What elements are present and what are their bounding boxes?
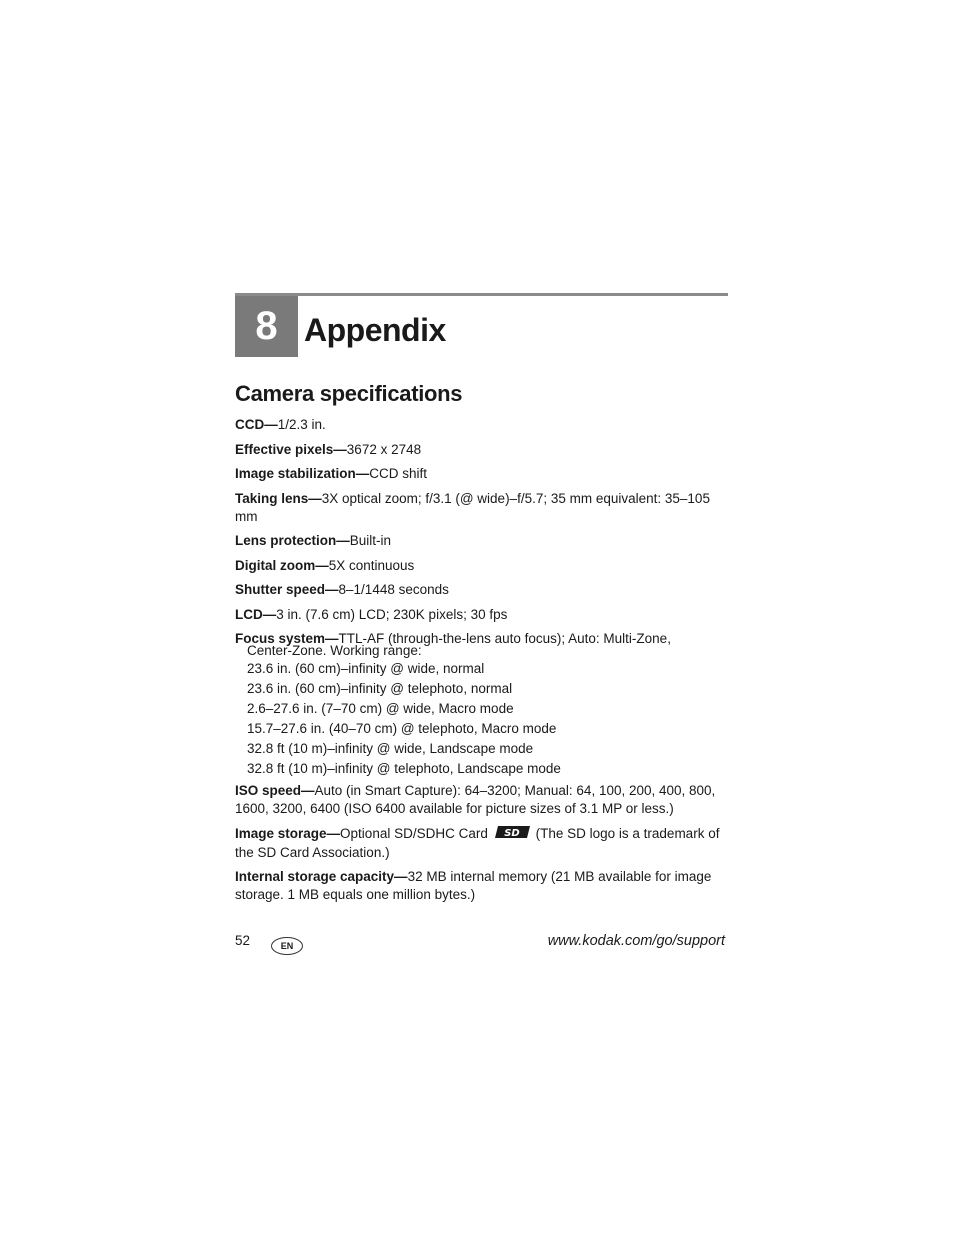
chapter-rule [235,293,728,296]
chapter-number: 8 [255,304,278,348]
spec-label: Image stabilization— [235,466,370,481]
chapter-number-box [235,296,298,357]
spec-lcd [235,606,728,624]
focus-continuation: Center-Zone. Working range: [247,643,422,658]
spec-value: 1/2.3 in. [277,417,326,432]
spec-label: Lens protection— [235,533,350,548]
spec-lens-protection [235,532,728,550]
focus-range-item: 23.6 in. (60 cm)–infinity @ wide, normal [247,661,485,676]
spec-value: 8–1/1448 seconds [338,582,449,597]
spec-label: Digital zoom— [235,557,329,573]
spec-label: Focus system— [235,631,339,646]
focus-range-item: 2.6–27.6 in. (7–70 cm) @ wide, Macro mode [247,701,514,716]
spec-label: Effective pixels— [235,441,347,457]
spec-label: CCD— [235,417,278,432]
spec-value: 3X optical zoom; f/3.1 (@ wide)–f/5.7; 35 mm equivalent: 35–105 mm [235,490,710,524]
spec-value: Built-in [349,533,392,548]
spec-value: Optional SD/SDHC Card [340,825,488,841]
spec-value: TTL-AF (through-the-lens auto focus); Auto: Multi-Zone, [338,631,671,646]
focus-range-item: 32.8 ft (10 m)–infinity @ telephoto, Landscape mode [247,761,561,776]
svg-text:SD: SD [503,827,520,839]
spec-iso-speed [235,782,728,818]
focus-range-item: 32.8 ft (10 m)–infinity @ wide, Landscape mode [247,741,534,756]
spec-effective-pixels [235,441,728,459]
spec-shutter-speed [235,581,728,599]
page-footer [235,930,725,956]
spec-ccd [235,416,728,434]
spec-focus-system [235,630,728,778]
spec-value: (The SD logo is a trademark of the SD Card Association.) [235,825,720,860]
spec-list [235,416,728,911]
spec-value: Auto (in Smart Capture): 64–3200; Manual: 64, 100, 200, 400, 800, 1600, 3200, 6400 (ISO 6400 available for picture sizes of 3.1 MP or less.) [235,783,716,816]
support-url: www.kodak.com/go/support [547,933,725,949]
chapter-title: Appendix [304,312,446,348]
spec-value: 32 MB internal memory (21 MB available for image storage. 1 MB equals one million bytes.) [235,869,712,902]
sd-logo-icon [494,825,532,844]
focus-range-item: 23.6 in. (60 cm)–infinity @ telephoto, normal [247,681,513,696]
section-title: Camera specifications [235,381,463,406]
spec-value: 3 in. (7.6 cm) LCD; 230K pixels; 30 fps [276,606,508,622]
spec-value: CCD shift [369,466,428,481]
spec-label: Taking lens— [235,490,322,506]
spec-label: ISO speed— [235,783,315,798]
spec-value: 5X continuous [328,557,415,573]
spec-label: Image storage— [235,825,341,841]
language-badge: EN [271,937,303,955]
spec-taking-lens [235,490,728,526]
spec-internal-storage [235,868,728,904]
focus-range-item: 15.7–27.6 in. (40–70 cm) @ telephoto, Macro mode [247,721,557,736]
page-number: 52 [235,933,251,948]
spec-image-storage [235,825,728,862]
spec-image-stabilization [235,465,728,483]
spec-label: Shutter speed— [235,582,339,597]
spec-value: 3672 x 2748 [346,441,422,457]
spec-label: Internal storage capacity— [235,869,408,884]
spec-label: LCD— [235,606,277,622]
spec-digital-zoom [235,557,728,575]
